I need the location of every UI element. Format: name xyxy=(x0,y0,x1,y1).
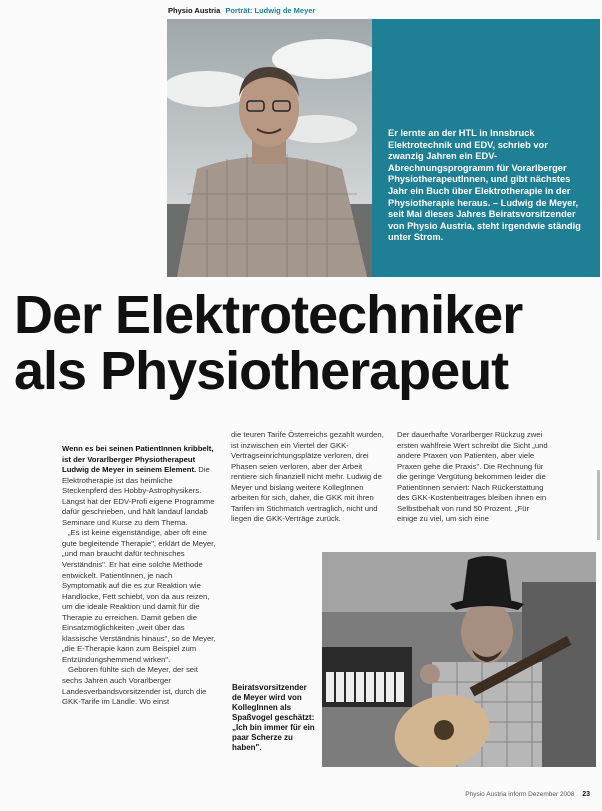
body-column-3 xyxy=(397,430,551,525)
portrait-photo xyxy=(167,19,374,277)
footer-text: Physio Austria inform Dezember 2008 xyxy=(465,791,575,798)
body-paragraph: Der dauerhafte Vorarlberger Rückzug zwei ersten wahlfreie Wert schreibt die Sicht „und andere Praxen von Patienten, aber viele Praxen gehe die Praxis". Die Rechnung für die geringe Vergütung bekommen leider die PatientInnen serviert: Nach Rückerstattung des GKK-Kostenbeitrages bleiben ihnen ein Selbstbehalt von rund 50 Prozent. „Für einige zu viel, um sich eine xyxy=(397,430,548,524)
intro-text: Er lernte an der HTL in Innsbruck Elektrotechnik und EDV, schrieb vor zwanzig Jahren ein EDV-Abrechnungsprogramm für Vorarlberger PhysiotherapeutInnen, und gibt nächstes Jahr ein Buch über Elektrotherapie in der Physiotherapie heraus. – Ludwig de Meyer, seit Mai dieses Jahres Beiratsvorsitzender von Physio Austria, steht irgendwie ständig unter Strom. xyxy=(388,128,581,243)
lead-text: Wenn es bei seinen PatientInnen kribbelt, ist der Vorarlberger Physiotherapeut Ludwig de Meyer in seinem Element. xyxy=(62,444,214,475)
guitar-photo xyxy=(322,552,596,767)
body-paragraph: „Es ist keine eigenständige, aber oft eine gute begleitende Therapie", erklärt de Meyer, „und man braucht dafür technisches Verständnis". Er hat eine solche Methode entwickelt. PatientInnen, je nach Symptomatik auf die es zur Reaktion wie Handlocke, Fett schiebt, von da aus reizen, um die ideale Reaktion und damit für die Therapie zu erreichen. Damit geben die Einsatzmöglichkeiten „weit über das klassische Verständnis hinaus", so de Meyer, „die E-Therapie kann zum Beispiel zum Entzündungshemmend wirken". xyxy=(62,528,216,664)
guitar-illustration xyxy=(322,552,596,767)
section-label: Physio Austria xyxy=(168,6,221,15)
headline-line-2: als Physiotherapeut xyxy=(14,341,509,401)
page-number: 23 xyxy=(582,791,590,798)
body-text: Die Elektrotherapie ist das heimliche Steckenpferd des Hobby-Astrophysikers. Längst hat der EDV-Profi eigene Programme dafür geschrieben, und hält landauf landab Seminare und Kurse zu dem Thema. xyxy=(62,465,215,527)
page-edge-mark xyxy=(597,470,600,540)
section-subtitle: Porträt: Ludwig de Meyer xyxy=(225,6,316,15)
portrait-illustration xyxy=(167,19,374,277)
body-column-1 xyxy=(62,444,216,708)
page-footer xyxy=(410,791,590,798)
article-headline xyxy=(14,287,598,399)
body-paragraph: die teuren Tarife Österreichs gezahlt wurden, ist inzwischen ein Viertel der GKK-Vertragseinrichtungsplätze verloren, drei Phasen seien verloren, aber der Arbeit rentiere sich finanziell nicht mehr. Ludwig de Meyer und bislang weitere KollegInnen arbeiten für sich, daher, die GKK mit ihren Tarifen im Stichmatch vertraglich, nicht und liegen die GKK-Verträge zurück. xyxy=(231,430,384,524)
body-paragraph: Geboren fühlte sich de Meyer, der seit sechs Jahren auch Vorarlberger Landesverbandsvorsitzender ist, durch die GKK-Tarife im Ländle. Wo einst xyxy=(62,665,207,707)
photo-caption: Beiratsvorsitzender de Meyer wird von KollegInnen als Spaßvogel geschätzt: „Ich bin immer für ein paar Scherze zu haben". xyxy=(232,683,315,752)
body-column-2 xyxy=(231,430,385,525)
running-header xyxy=(168,6,398,15)
body-paragraph xyxy=(62,444,216,528)
headline-line-1: Der Elektrotechniker xyxy=(14,285,523,345)
